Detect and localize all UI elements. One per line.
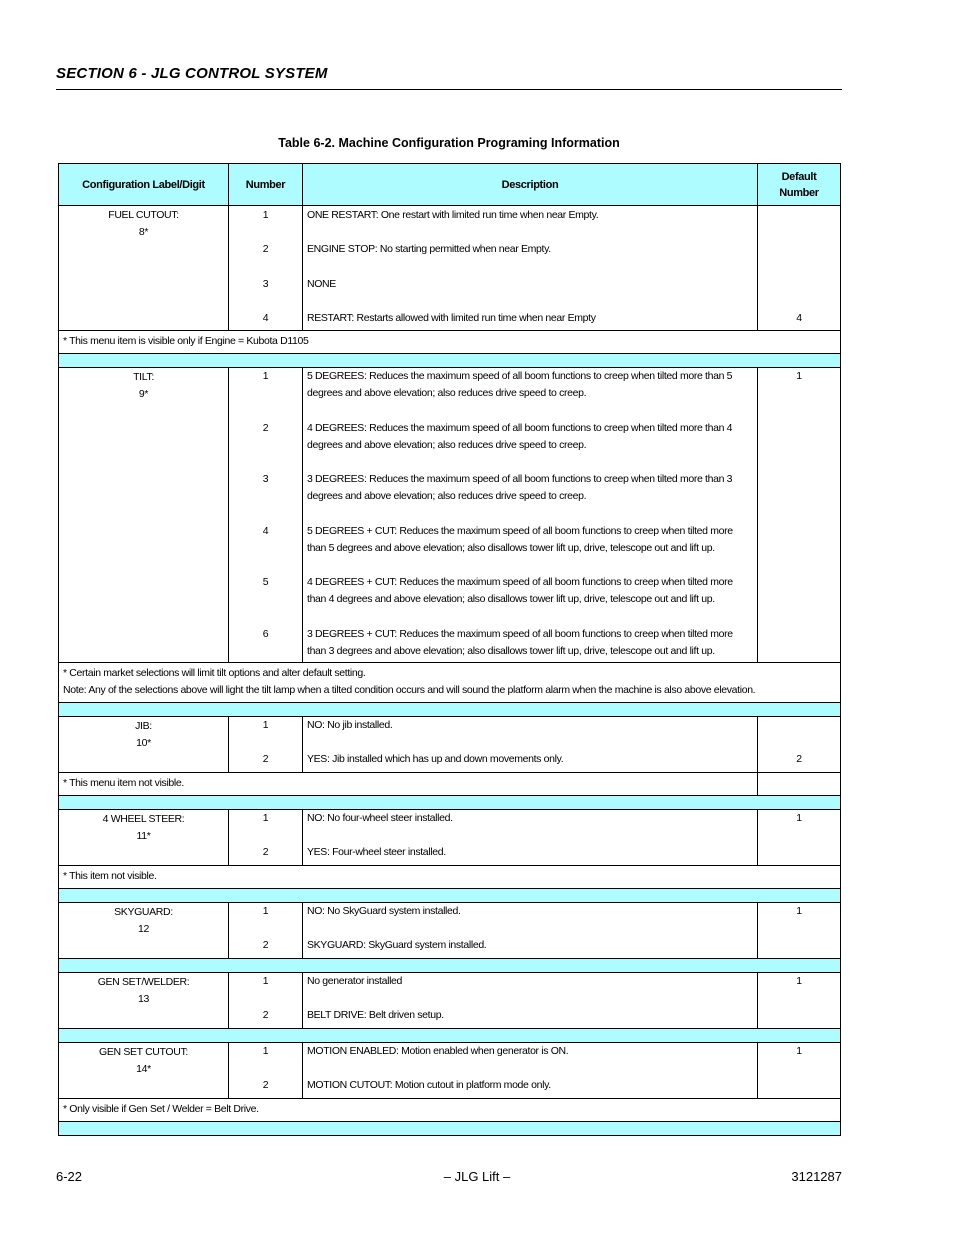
config-label: GEN SET CUTOUT: 14* xyxy=(59,1043,229,1099)
configuration-table xyxy=(58,163,841,1136)
column-header-label: Configuration Label/Digit xyxy=(59,164,229,206)
option-descriptions: NO: No jib installed. YES: Jib installed which has up and down movements only. xyxy=(303,717,758,773)
table-note: * Only visible if Gen Set / Welder = Belt Drive. xyxy=(59,1099,841,1122)
table-title: Table 6-2. Machine Configuration Programing Information xyxy=(278,136,620,150)
config-label: JIB: 10* xyxy=(59,717,229,773)
table-row xyxy=(59,1043,841,1099)
config-label: 4 WHEEL STEER: 11* xyxy=(59,810,229,866)
table-note: * Certain market selections will limit tilt options and alter default setting. Note: Any of the selections above will light the tilt lamp when a tilted condition occurs and will sound the platform alarm when the machine is also above elevation. xyxy=(59,663,841,703)
column-header-number: Number xyxy=(229,164,303,206)
option-descriptions: No generator installed BELT DRIVE: Belt driven setup. xyxy=(303,973,758,1029)
table-row xyxy=(59,810,841,866)
option-descriptions: MOTION ENABLED: Motion enabled when generator is ON. MOTION CUTOUT: Motion cutout in platform mode only. xyxy=(303,1043,758,1099)
table-note: * This item not visible. xyxy=(59,866,841,889)
separator-row xyxy=(59,796,841,810)
separator-row xyxy=(59,1122,841,1136)
separator-row xyxy=(59,703,841,717)
page-number: 6-22 xyxy=(56,1169,83,1184)
config-label: GEN SET/WELDER: 13 xyxy=(59,973,229,1029)
config-label: TILT: 9* xyxy=(59,368,229,663)
default-number: 2 xyxy=(758,717,841,773)
table-note: * This menu item not visible. xyxy=(59,773,841,796)
separator-row xyxy=(59,1029,841,1043)
config-label: FUEL CUTOUT: 8* xyxy=(59,206,229,331)
column-header-description: Description xyxy=(303,164,758,206)
column-header-default: Default Number xyxy=(758,164,841,206)
default-number: 1 xyxy=(758,810,841,866)
default-number: 4 xyxy=(758,206,841,331)
table-row xyxy=(59,973,841,1029)
option-numbers: 1 2 xyxy=(229,973,303,1029)
option-descriptions: ONE RESTART: One restart with limited run time when near Empty. ENGINE STOP: No starting permitted when near Empty. NONE RESTART: Restarts allowed with limited run time when near Empty xyxy=(303,206,758,331)
option-descriptions: 5 DEGREES: Reduces the maximum speed of all boom functions to creep when tilted more than 5 degrees and above elevation; also reduces drive speed to creep. 4 DEGREES: Reduces the maximum speed of all boom functions to creep when tilted more than 4 degrees and above elevation; also reduces drive speed to creep. 3 DEGREES: Reduces the maximum speed of all boom functions to creep when tilted more than 3 degrees and above elevation; also reduces drive speed to creep. 5 DEGREES + CUT: Reduces the maximum speed of all boom functions to creep when tilted more than 5 degrees and above elevation; also disallows tower lift up, drive, telescope out and lift up. 4 DEGREES + CUT: Reduces the maximum speed of all boom functions to creep when tilted more than 4 degrees and above elevation; also disallows tower lift up, drive, telescope out and lift up. 3 DEGREES + CUT: Reduces the maximum speed of all boom functions to creep when tilted more than 3 degrees and above elevation; also disallows tower lift up, drive, telescope out and lift up. xyxy=(303,368,758,663)
option-numbers: 1 2 3 4 xyxy=(229,206,303,331)
default-number: 1 xyxy=(758,973,841,1029)
table-note: * This menu item is visible only if Engine = Kubota D1105 xyxy=(59,331,841,354)
footer-brand: – JLG Lift – xyxy=(443,1169,511,1184)
option-numbers: 1 2 xyxy=(229,1043,303,1099)
separator-row xyxy=(59,889,841,903)
separator-row xyxy=(59,354,841,368)
section-header: SECTION 6 - JLG CONTROL SYSTEM xyxy=(56,65,328,82)
document-number: 3121287 xyxy=(791,1169,842,1184)
table-row xyxy=(59,717,841,773)
config-label: SKYGUARD: 12 xyxy=(59,903,229,959)
table-row xyxy=(59,206,841,331)
option-numbers: 1 2 3 4 5 6 xyxy=(229,368,303,663)
table-row xyxy=(59,903,841,959)
default-number: 1 xyxy=(758,1043,841,1099)
option-numbers: 1 2 xyxy=(229,717,303,773)
default-number: 1 xyxy=(758,368,841,663)
separator-row xyxy=(59,959,841,973)
option-descriptions: NO: No SkyGuard system installed. SKYGUARD: SkyGuard system installed. xyxy=(303,903,758,959)
option-descriptions: NO: No four-wheel steer installed. YES: Four-wheel steer installed. xyxy=(303,810,758,866)
table-row xyxy=(59,368,841,663)
header-rule xyxy=(56,89,842,90)
option-numbers: 1 2 xyxy=(229,810,303,866)
default-number: 1 xyxy=(758,903,841,959)
option-numbers: 1 2 xyxy=(229,903,303,959)
